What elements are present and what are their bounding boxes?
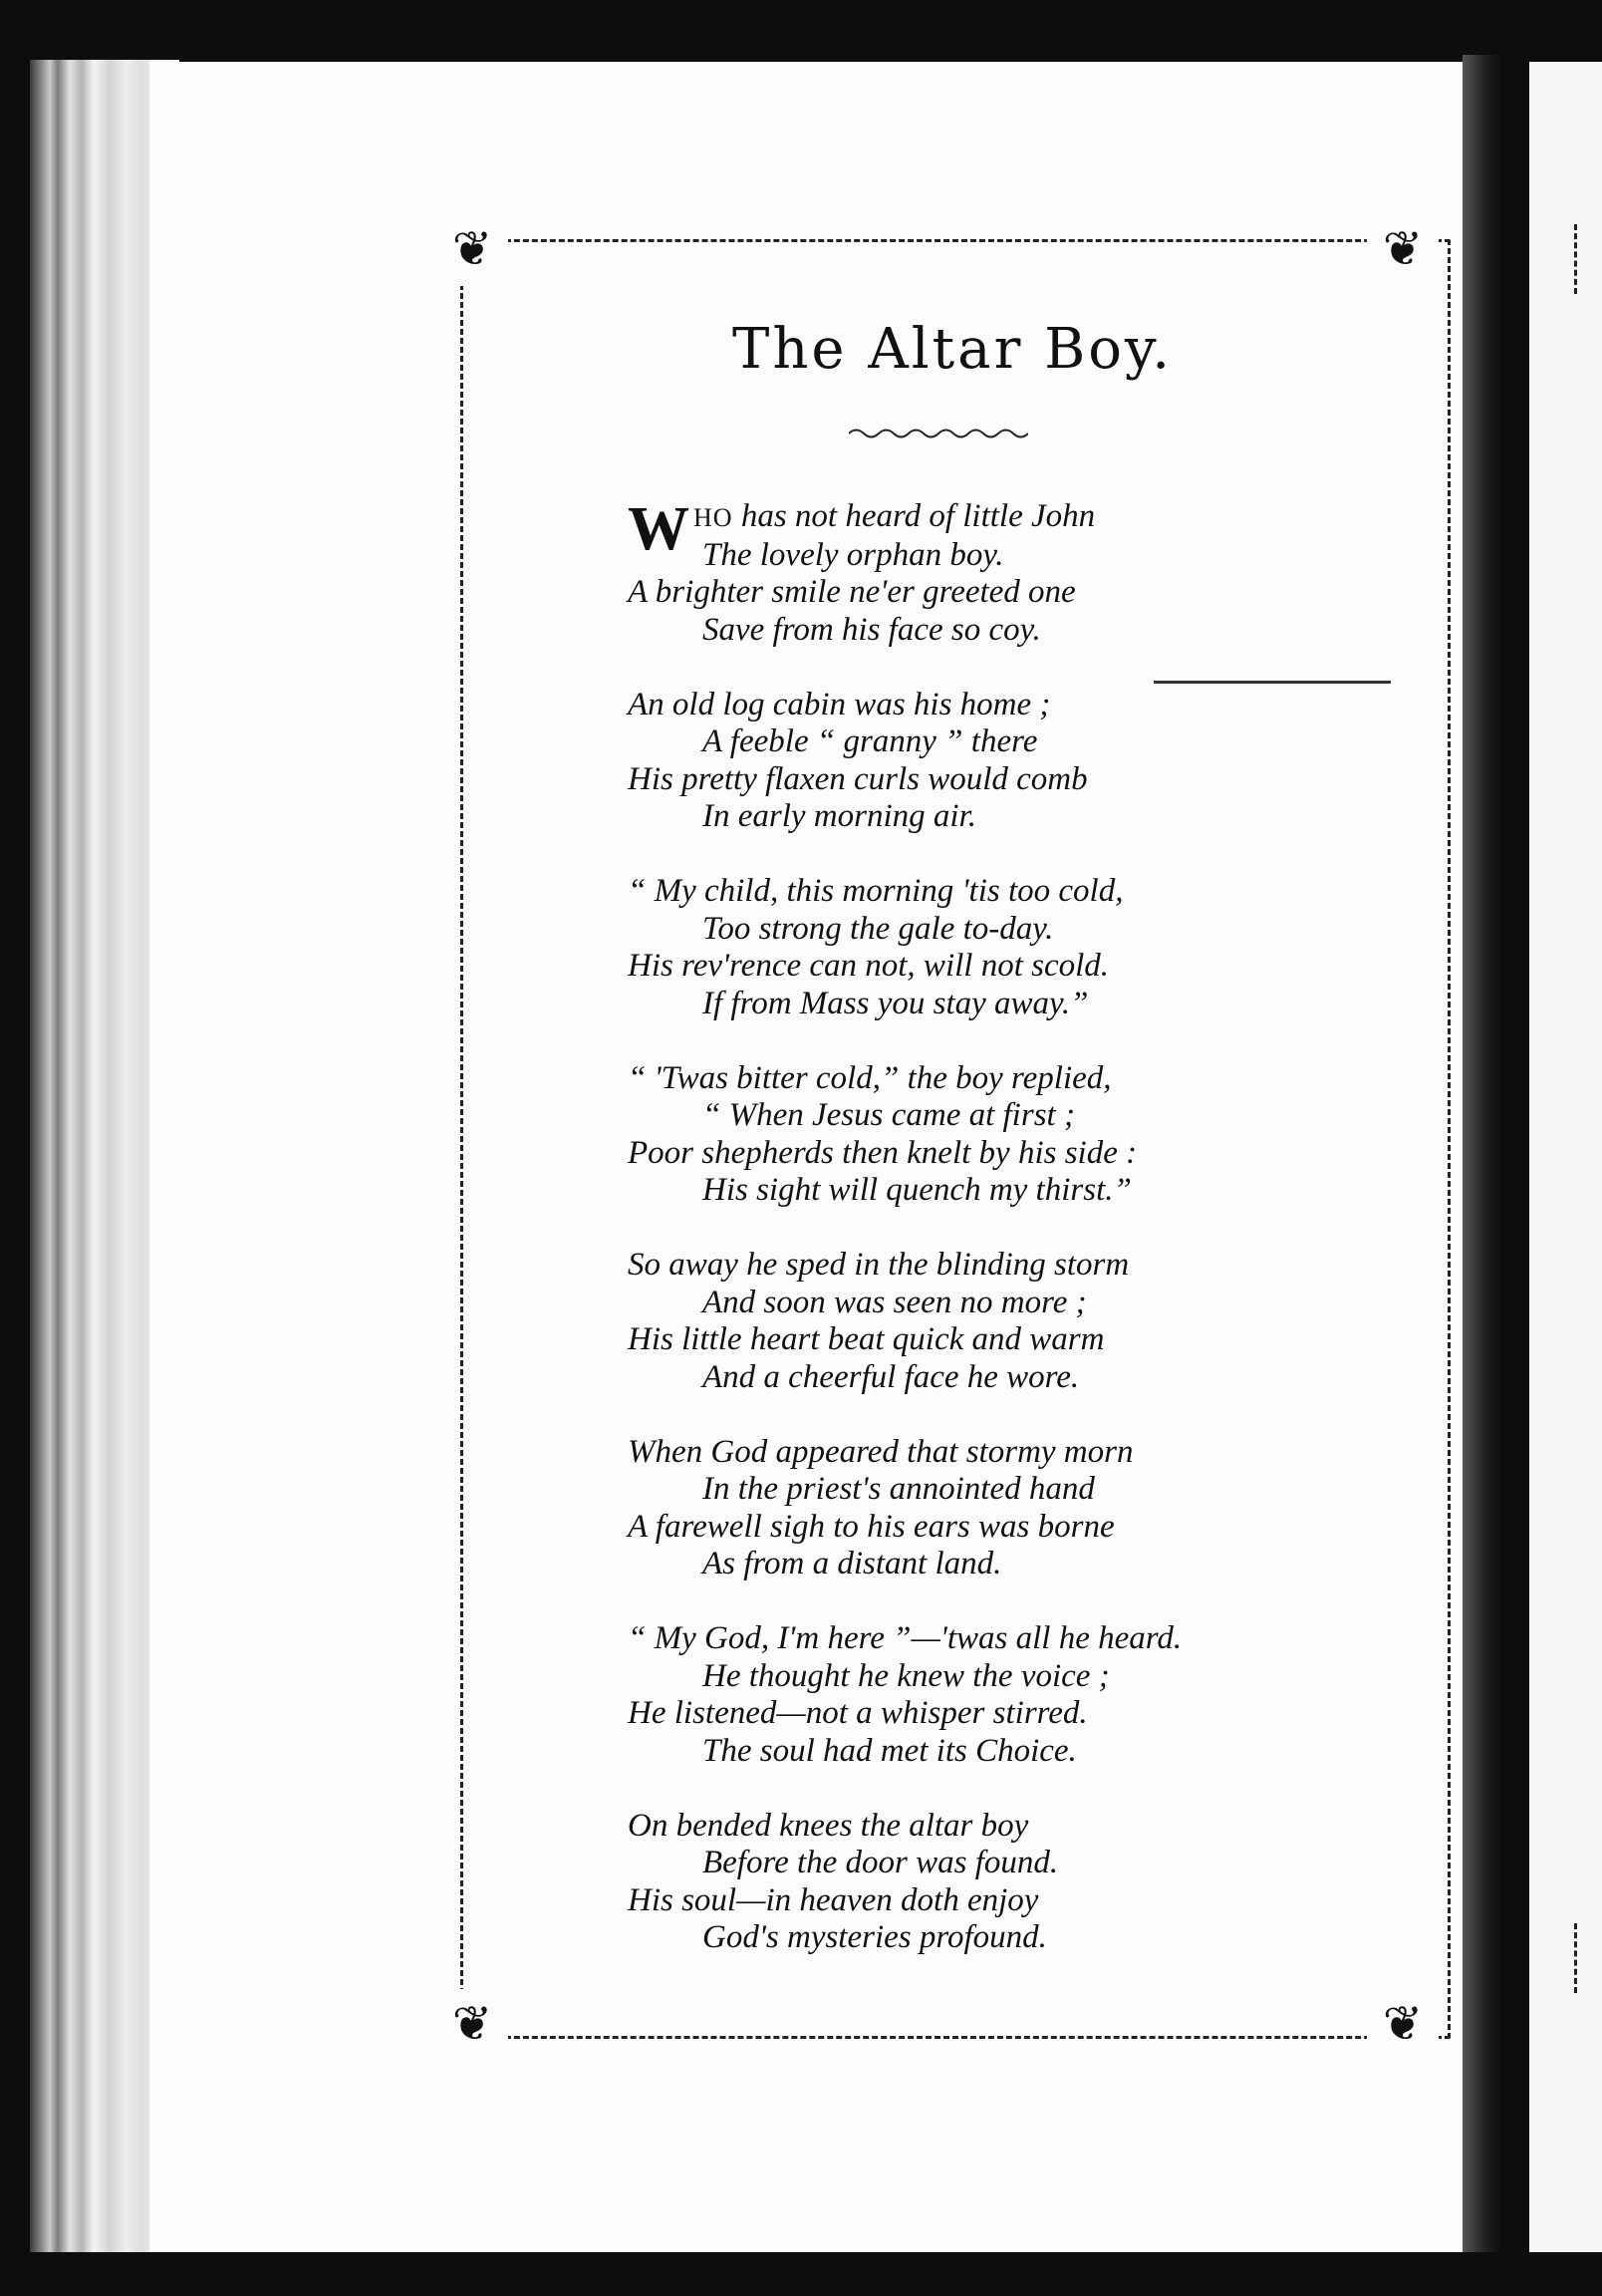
poem-title: The Altar Boy.	[731, 317, 1174, 382]
stanza	[628, 1808, 1385, 1957]
fleuron-icon: ❦	[436, 1989, 508, 2061]
fleuron-icon: ❦	[1367, 214, 1439, 286]
poem-line: “ My God, I'm here ”—'twas all he heard.	[628, 1620, 1183, 1656]
poem-line: “ When Jesus came at first ;	[702, 1097, 1075, 1133]
poem-line: And a cheerful face he wore.	[702, 1358, 1080, 1395]
fleuron-icon: ❦	[1367, 1989, 1439, 2061]
poem-line: His pretty flaxen curls would comb	[628, 760, 1088, 797]
poem-line: A brighter smile ne'er greeted one	[628, 574, 1076, 610]
poem-line: Before the door was found.	[702, 1845, 1059, 1880]
poem-line: “ 'Twas bitter cold,” the boy replied,	[628, 1059, 1112, 1096]
poem-line: He listened—not a whisper stirred.	[628, 1695, 1088, 1731]
poem-line: The lovely orphan boy.	[702, 536, 1004, 573]
fleuron-icon: ❦	[436, 214, 508, 286]
poem-line: Poor shepherds then knelt by his side :	[628, 1134, 1138, 1171]
poem-line: In early morning air.	[702, 798, 976, 834]
poem-line: An old log cabin was his home ;	[628, 686, 1051, 722]
stanza	[628, 1434, 1385, 1583]
poem-line: So away he sped in the blinding storm	[628, 1247, 1130, 1283]
poem-line: His rev'rence can not, will not scold.	[628, 948, 1110, 984]
poem-line: When God appeared that stormy morn	[628, 1433, 1134, 1470]
poem-body	[628, 495, 1385, 1994]
poem-line: And soon was seen no more ;	[702, 1284, 1087, 1320]
poem-line: “ My child, this morning 'tis too cold,	[628, 873, 1124, 909]
poem-line: WHO has not heard of little John	[628, 495, 1096, 563]
poem-line: On bended knees the altar boy	[628, 1807, 1029, 1844]
facing-page-ornament	[1574, 1923, 1602, 1993]
poem-line: If from Mass you stay away.”	[702, 985, 1089, 1021]
poem-line: A feeble “ granny ” there	[702, 723, 1038, 759]
stanza	[628, 495, 1385, 649]
poem-line: Save from his face so coy.	[702, 611, 1041, 648]
facing-page-ornament	[1574, 224, 1602, 294]
poem-line: As from a distant land.	[702, 1546, 1002, 1581]
poem-line: Too strong the gale to-day.	[702, 910, 1054, 947]
stanza	[628, 873, 1385, 1022]
stanza	[628, 1620, 1385, 1770]
stanza	[628, 687, 1385, 836]
poem-line: In the priest's annointed hand	[702, 1471, 1095, 1507]
wavy-rule-icon	[849, 427, 1028, 440]
poem-line: His sight will quench my thirst.”	[702, 1172, 1132, 1208]
poem-line: His little heart beat quick and warm	[628, 1321, 1105, 1357]
poem-line: He thought he knew the voice ;	[702, 1657, 1110, 1694]
poem-line: The soul had met its Choice.	[702, 1732, 1077, 1769]
poem-line: God's mysteries profound.	[702, 1919, 1047, 1955]
book-gutter	[1463, 55, 1504, 2252]
poem-line: His soul—in heaven doth enjoy	[628, 1881, 1039, 1918]
poem-line: A farewell sigh to his ears was borne	[628, 1508, 1115, 1545]
stanza	[628, 1247, 1385, 1396]
drop-cap: W	[628, 495, 689, 563]
stanza	[628, 1060, 1385, 1210]
